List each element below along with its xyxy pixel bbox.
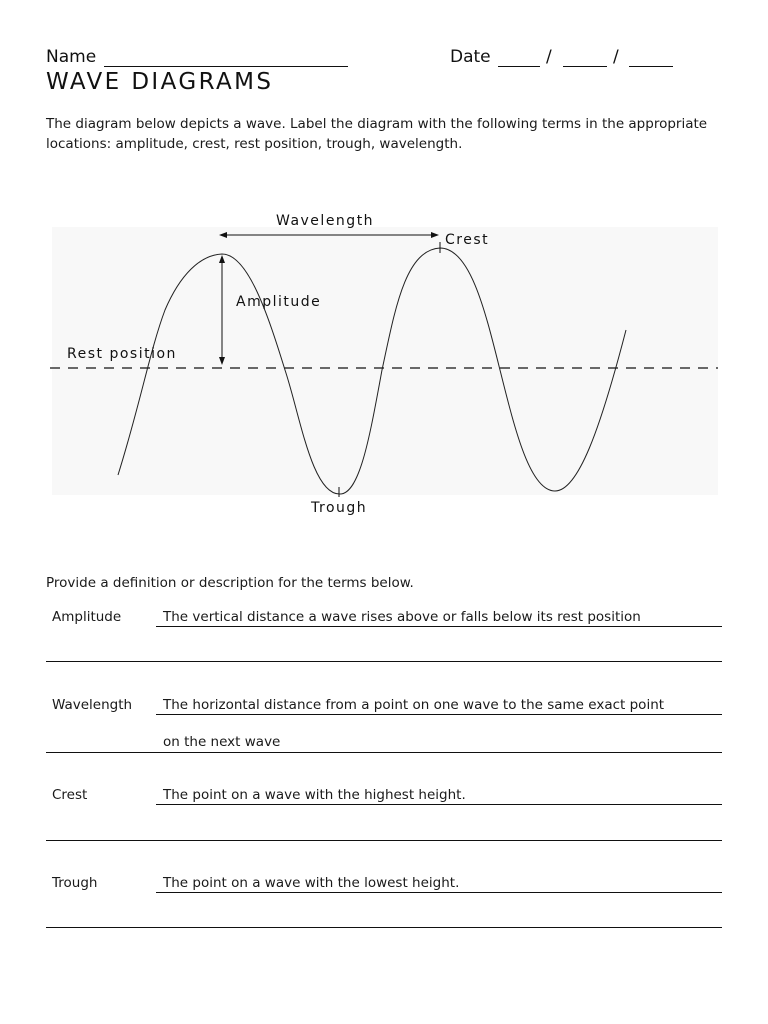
definitions-prompt: Provide a definition or description for the terms below.	[46, 575, 414, 591]
date-day-blank[interactable]	[563, 66, 607, 67]
answer-line[interactable]	[156, 626, 722, 627]
wavelength-label: Wavelength	[276, 213, 375, 229]
answer-line[interactable]	[156, 804, 722, 805]
date-separator: /	[613, 47, 619, 67]
date-year-blank[interactable]	[629, 66, 673, 67]
term-amplitude: Amplitude	[52, 609, 122, 625]
name-label: Name	[46, 47, 97, 67]
name-blank[interactable]	[104, 66, 348, 67]
answer-line[interactable]	[46, 752, 722, 753]
definition-wavelength-line2: on the next wave	[163, 734, 281, 750]
date-label: Date	[450, 47, 491, 67]
definition-crest-line1: The point on a wave with the highest height.	[163, 787, 466, 803]
term-trough: Trough	[52, 875, 98, 891]
crest-label: Crest	[445, 232, 490, 248]
answer-line[interactable]	[156, 892, 722, 893]
definition-wavelength-line1: The horizontal distance from a point on one wave to the same exact point	[163, 697, 665, 713]
instructions-text: The diagram below depicts a wave. Label the diagram with the following terms in the appropriate locations: amplitude, crest, rest position, trough, wavelength.	[46, 116, 708, 152]
date-separator: /	[546, 47, 552, 67]
amplitude-label: Amplitude	[236, 294, 322, 310]
term-wavelength: Wavelength	[52, 697, 133, 713]
term-crest: Crest	[52, 787, 88, 803]
answer-line[interactable]	[46, 661, 722, 662]
definition-amplitude-line1: The vertical distance a wave rises above or falls below its rest position	[163, 609, 641, 625]
answer-line[interactable]	[46, 840, 722, 841]
page-title: WAVE DIAGRAMS	[46, 69, 274, 95]
wave-diagram	[0, 200, 768, 520]
date-month-blank[interactable]	[498, 66, 540, 67]
definition-trough-line1: The point on a wave with the lowest height.	[163, 875, 460, 891]
trough-label: Trough	[311, 500, 368, 516]
answer-line[interactable]	[46, 927, 722, 928]
rest-position-label: Rest position	[67, 346, 177, 362]
answer-line[interactable]	[156, 714, 722, 715]
